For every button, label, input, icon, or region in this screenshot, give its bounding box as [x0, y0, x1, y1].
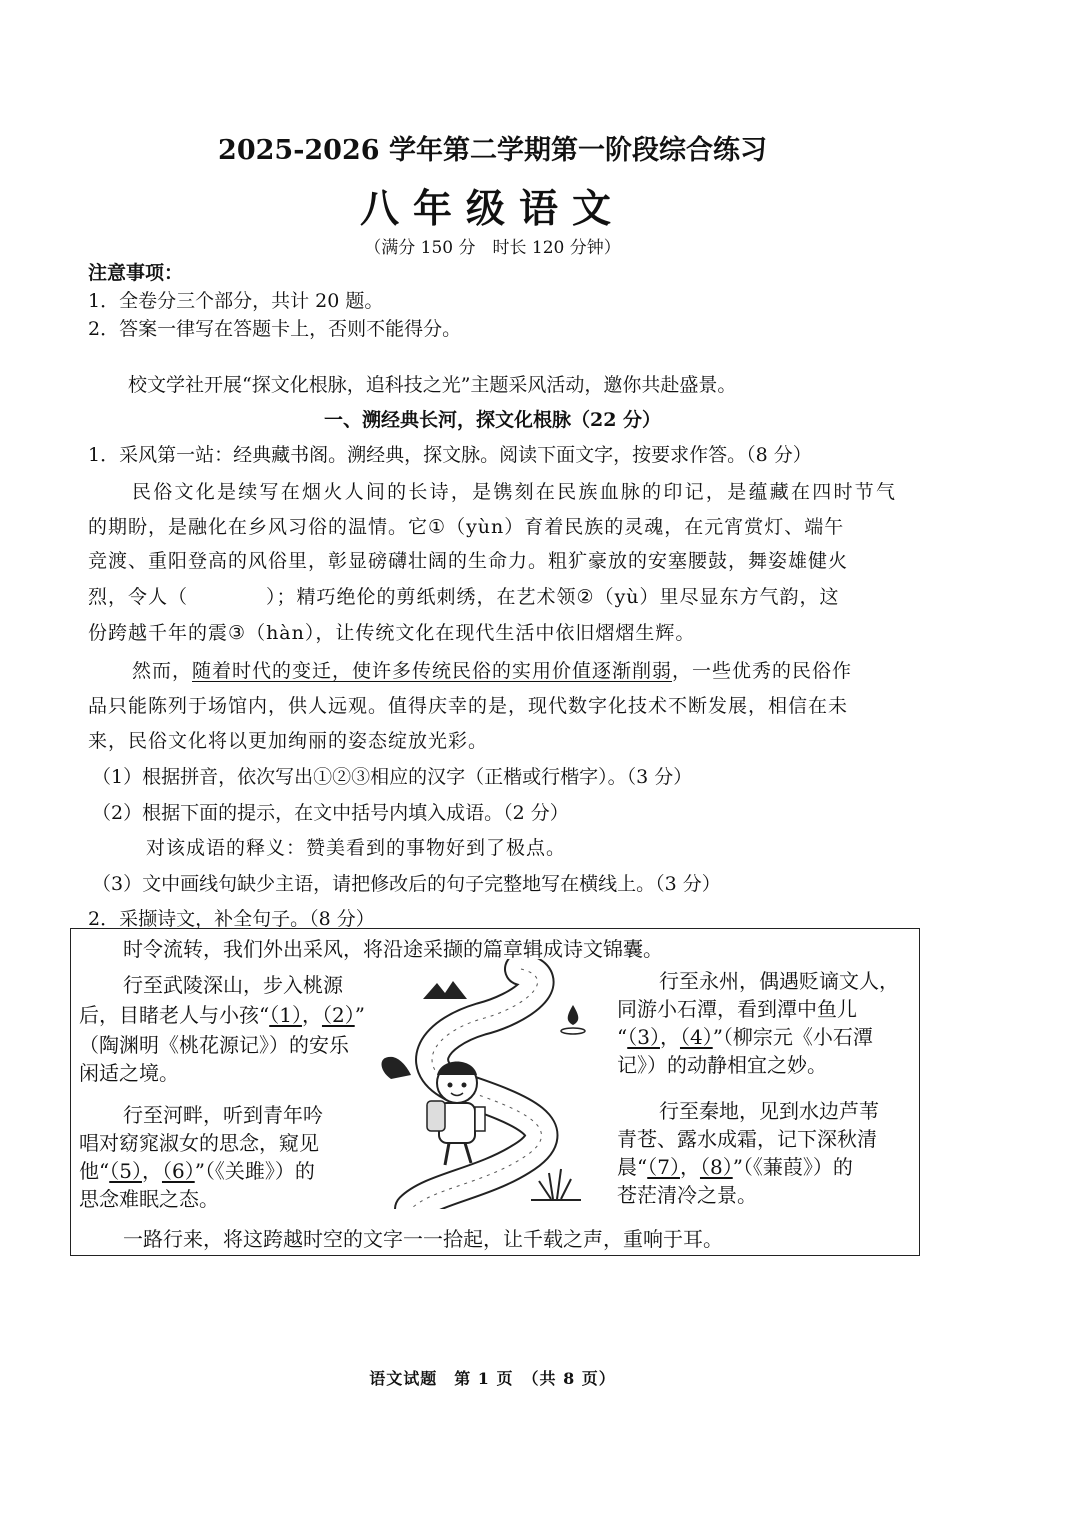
box-text: 行至武陵深山，步入桃源 [123, 973, 343, 997]
fill-blank-7: （7） [647, 1155, 680, 1179]
box-text: ” [354, 1003, 365, 1027]
notice-item-2: 2．答案一律写在答题卡上，否则不能得分。 [88, 318, 462, 340]
idiom-hint: 对该成语的释义：赞美看到的事物好到了极点。 [146, 837, 567, 859]
passage-text: 的期盼，是融化在乡风习俗的温情。它 [88, 516, 429, 538]
question-1-stem: 1．采风第一站：经典藏书阁。溯经典，探文脉。阅读下面文字，按要求作答。（8 分） [88, 444, 812, 466]
fill-blank-5: （5） [109, 1159, 142, 1183]
passage-line [88, 582, 896, 609]
box-text-line [617, 1151, 853, 1180]
box-text: ， [301, 1003, 322, 1027]
passage-text: 民俗文化是续写在烟火人间的长诗，是镌刻在民族血脉的印记，是蕴藏在四时节气 [132, 481, 896, 503]
subject-title: 八年级语文 [359, 186, 625, 232]
box-text: 记》）的动静相宜之妙。 [617, 1053, 827, 1077]
scholar-path-illustration [371, 959, 611, 1209]
passage-text: 份跨越千年的震 [88, 622, 229, 644]
sub-question-3: （3）文中画线句缺少主语，请把修改后的句子完整地写在横线上。（3 分） [92, 873, 721, 895]
passage-text: 竞渡、重阳登高的风俗里，彰显磅礴壮阔的生命力。粗犷豪放的安塞腰鼓，舞姿雄健火 [88, 550, 849, 572]
blank-marker-1: ① [428, 516, 447, 538]
box-intro: 时令流转，我们外出采风，将沿途采撷的篇章辑成诗文锦囊。 [123, 937, 663, 961]
poem-box [70, 928, 920, 1256]
box-text: 思念难眠之态。 [79, 1187, 219, 1211]
box-text: ， [679, 1155, 700, 1179]
passage-line [88, 512, 896, 539]
passage-text: （hàn），让传统文化在现代生活中依旧熠熠生辉。 [246, 622, 696, 644]
box-text: （陶渊明《桃花源记》）的安乐 [79, 1033, 349, 1057]
box-text: ”（柳宗元《小石潭 [712, 1025, 873, 1049]
notice-heading: 注意事项： [88, 262, 184, 284]
notice-item-1: 1．全卷分三个部分，共计 20 题。 [88, 290, 384, 312]
passage-text: （yùn）育着民族的灵魂，在元宵赏灯、端午 [446, 516, 845, 538]
box-text: “ [617, 1025, 628, 1049]
box-text: 青苍、露水成霜，记下深秋清 [617, 1127, 877, 1151]
water-drop-icon [561, 1005, 585, 1034]
fill-blank-3: （3） [627, 1025, 660, 1049]
passage-text: 烈，令人（ [88, 586, 189, 608]
box-text: 行至秦地，见到水边芦苇 [659, 1099, 879, 1123]
exam-subtitle: （满分 150 分 时长 120 分钟） [364, 238, 621, 258]
passage-line [88, 691, 896, 718]
box-text: 同游小石潭，看到潭中鱼儿 [617, 997, 857, 1021]
box-text: 他“ [79, 1159, 110, 1183]
box-text: 唱对窈窕淑女的思念，窥见 [79, 1131, 319, 1155]
passage-line [88, 477, 896, 504]
box-text-line [617, 1021, 873, 1050]
fill-blank-6: （6） [161, 1159, 195, 1183]
passage-text: ，一些优秀的民俗作 [672, 660, 853, 682]
passage-line [88, 726, 896, 753]
passage-text: ）；精巧绝伦的剪纸刺绣，在艺术领 [266, 586, 577, 608]
passage-line [88, 656, 896, 683]
exam-title: 2025-2026 学年第二学期第一阶段综合练习 [218, 135, 767, 166]
box-text-line [79, 999, 365, 1028]
box-text: 行至永州，偶遇贬谪文人， [659, 969, 899, 993]
section-title: 一、溯经典长河，探文化根脉（22 分） [323, 409, 662, 431]
box-text: 苍茫清冷之景。 [617, 1183, 757, 1207]
question-2-stem: 2．采撷诗文，补全句子。（8 分） [88, 908, 375, 930]
passage-text: （yù）里尽显东方气韵，这 [594, 586, 840, 608]
blank-marker-3: ③ [228, 622, 247, 644]
reed-icon [531, 1169, 581, 1200]
sub-question-2: （2）根据下面的提示，在文中括号内填入成语。（2 分） [92, 802, 569, 824]
box-text: ”（《关雎》）的 [194, 1159, 315, 1183]
box-text: 晨“ [617, 1155, 648, 1179]
box-outro: 一路行来，将这跨越时空的文字一一拾起，让千载之声，重响于耳。 [123, 1227, 723, 1251]
underlined-sentence: 随着时代的变迁，使许多传统民俗的实用价值逐渐削弱 [192, 660, 673, 682]
passage-text: 来，民俗文化将以更加绚丽的姿态绽放光彩。 [88, 730, 489, 752]
passage-line [88, 546, 896, 573]
box-text: 闲适之境。 [79, 1061, 179, 1085]
passage-line [88, 618, 896, 645]
box-text: ， [659, 1025, 680, 1049]
fill-blank-2: （2） [321, 1003, 355, 1027]
fill-blank-4: （4） [679, 1025, 713, 1049]
mountain-icon [423, 981, 467, 999]
passage-text: 品只能陈列于场馆内，供人远观。值得庆幸的是，现代数字化技术不断发展，相信在未 [88, 695, 849, 717]
sub-question-1: （1）根据拼音，依次写出①②③相应的汉字（正楷或行楷字）。（3 分） [92, 766, 693, 788]
fill-blank-8: （8） [699, 1155, 733, 1179]
box-text: ”（《蒹葭》）的 [732, 1155, 853, 1179]
box-text: ， [141, 1159, 162, 1183]
blank-marker-2: ② [576, 586, 595, 608]
box-text: 行至河畔，听到青年吟 [123, 1103, 323, 1127]
page-footer: 语文试题 第 1 页 （共 8 页） [369, 1369, 616, 1388]
box-text-line [79, 1155, 315, 1184]
activity-intro: 校文学社开展“探文化根脉，追科技之光”主题采风活动，邀你共赴盛景。 [128, 374, 737, 396]
passage-text: 然而， [132, 660, 193, 682]
box-text: 后，目睹老人与小孩“ [79, 1003, 270, 1027]
fill-blank-1: （1） [269, 1003, 302, 1027]
